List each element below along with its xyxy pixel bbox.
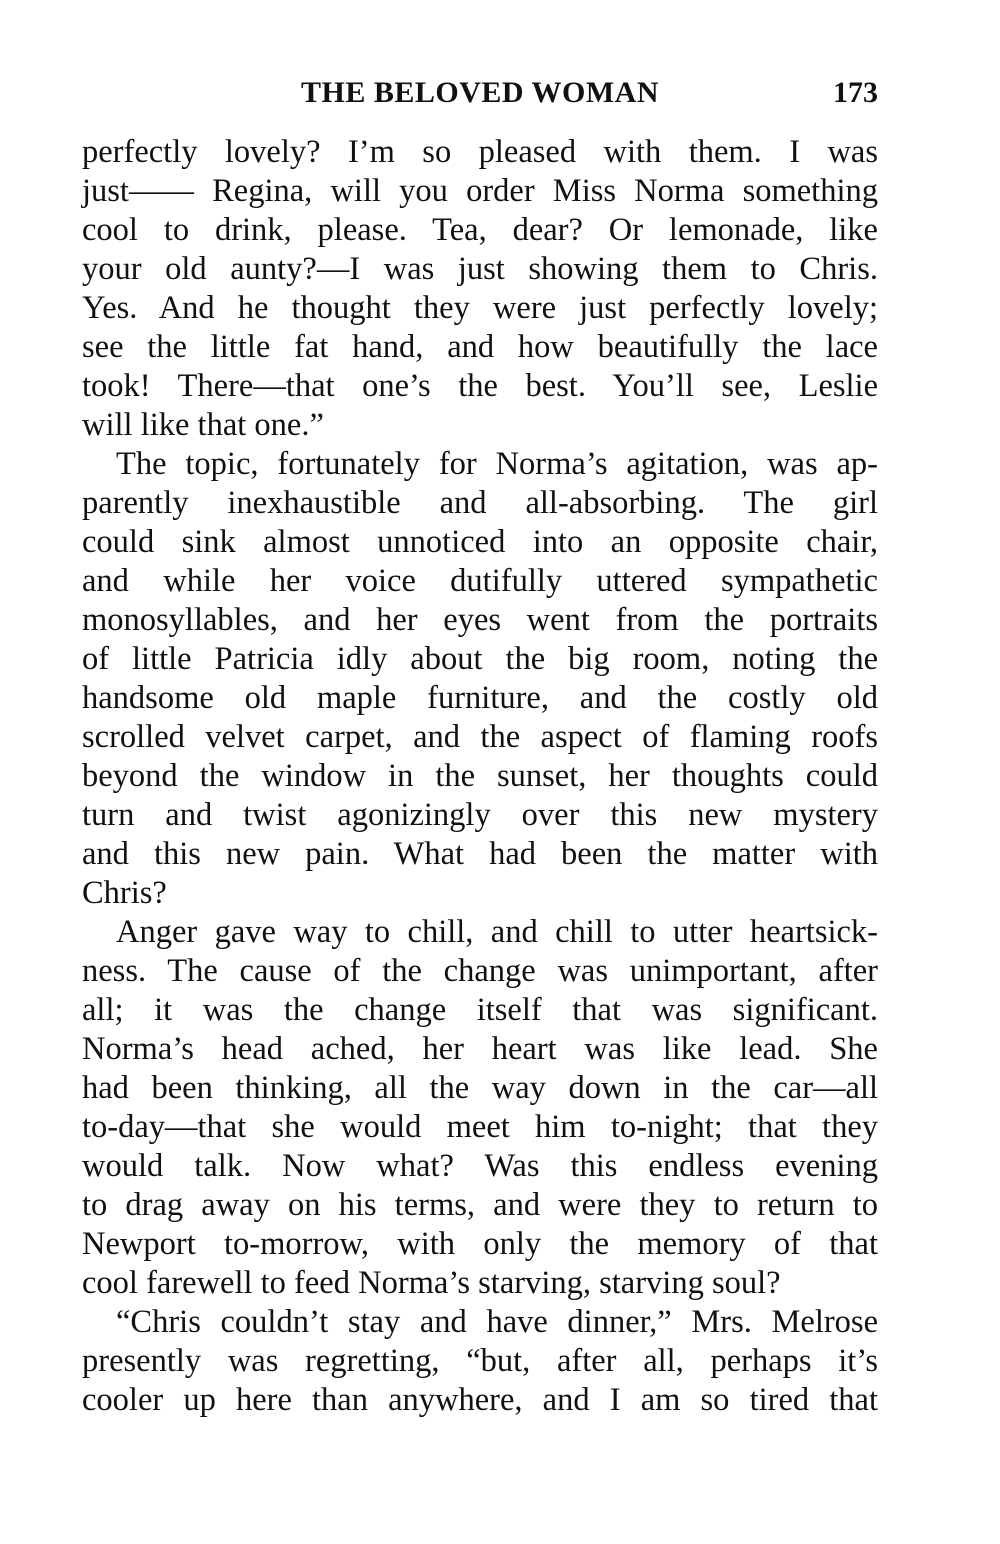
text-line: Chris?: [82, 875, 167, 911]
text-line: would talk. Now what? Was this endless evening: [82, 1148, 878, 1184]
text-line: to-day—that she would meet him to-night; that they: [82, 1109, 878, 1145]
text-line: took! There—that one’s the best. You’ll see, Leslie: [82, 368, 878, 404]
text-line: monosyllables, and her eyes went from the portraits: [82, 602, 878, 638]
text-line: Newport to-morrow, with only the memory of that: [82, 1226, 878, 1262]
text-line: just—— Regina, will you order Miss Norma something: [82, 173, 878, 209]
text-line: cooler up here than anywhere, and I am so tired that: [82, 1382, 878, 1418]
text-line: cool farewell to feed Norma’s starving, starving soul?: [82, 1265, 781, 1301]
text-line: and while her voice dutifully uttered sympathetic: [82, 563, 878, 599]
text-line: presently was regretting, “but, after all, perhaps it’s: [82, 1343, 878, 1379]
text-line: cool to drink, please. Tea, dear? Or lemonade, like: [82, 212, 878, 248]
paragraph: [82, 1303, 878, 1420]
text-line: parently inexhaustible and all-absorbing. The girl: [82, 485, 878, 521]
text-line: scrolled velvet carpet, and the aspect of flaming roofs: [82, 719, 878, 755]
paragraph: [82, 913, 878, 1303]
text-line: perfectly lovely? I’m so pleased with them. I was: [82, 134, 878, 170]
text-line: will like that one.”: [82, 407, 324, 443]
text-line: Anger gave way to chill, and chill to utter heartsick-: [116, 914, 878, 950]
text-line: of little Patricia idly about the big room, noting the: [82, 641, 878, 677]
text-line: had been thinking, all the way down in the car—all: [82, 1070, 878, 1106]
text-line: ness. The cause of the change was unimportant, after: [82, 953, 878, 989]
text-line: Yes. And he thought they were just perfectly lovely;: [82, 290, 878, 326]
text-line: see the little fat hand, and how beautifully the lace: [82, 329, 878, 365]
text-line: all; it was the change itself that was significant.: [82, 992, 878, 1028]
paragraph: [82, 445, 878, 913]
page-header: [82, 76, 878, 116]
text-line: Norma’s head ached, her heart was like lead. She: [82, 1031, 878, 1067]
paragraph: [82, 133, 878, 445]
text-line: handsome old maple furniture, and the costly old: [82, 680, 878, 716]
text-line: your old aunty?—I was just showing them to Chris.: [82, 251, 878, 287]
running-title: THE BELOVED WOMAN: [301, 76, 659, 109]
text-line: “Chris couldn’t stay and have dinner,” Mrs. Melrose: [116, 1304, 878, 1340]
text-line: to drag away on his terms, and were they to return to: [82, 1187, 878, 1223]
text-line: and this new pain. What had been the matter with: [82, 836, 878, 872]
page-number: 173: [833, 76, 878, 109]
body-text: [82, 133, 878, 1420]
text-line: turn and twist agonizingly over this new mystery: [82, 797, 878, 833]
text-line: could sink almost unnoticed into an opposite chair,: [82, 524, 878, 560]
text-line: The topic, fortunately for Norma’s agitation, was ap-: [116, 446, 878, 482]
text-line: beyond the window in the sunset, her thoughts could: [82, 758, 878, 794]
